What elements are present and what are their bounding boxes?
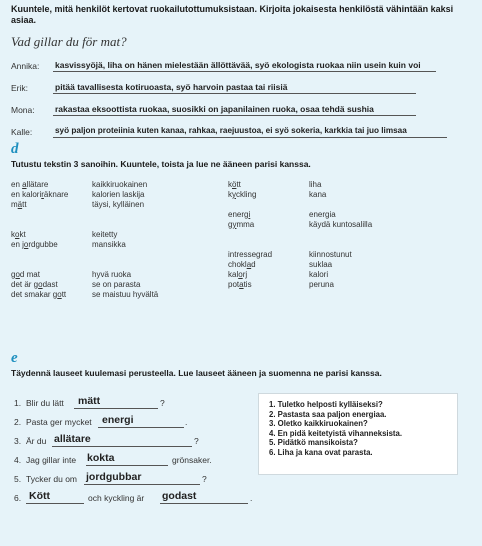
sentence-end: ? [194,436,199,446]
sentence-end: ? [160,398,165,408]
sentence-2 [14,414,194,431]
filled-answer: mätt [78,395,101,407]
sentence-number: 6. [14,493,22,503]
translation-item: 3. Oletko kaikkiruokainen? [269,419,368,428]
question-heading: Vad gillar du för mat? [11,34,127,49]
filled-answer: godast [162,490,197,502]
sentence-6 [14,490,264,507]
answer-blank [160,503,248,504]
person-name: Mona: [11,105,35,115]
sentence-number: 3. [14,436,22,446]
filled-answer: energi [102,414,134,426]
translation-item: 2. Pastasta saa paljon energiaa. [269,409,387,419]
sentence-number: 2. [14,417,22,427]
vocab-finnish-col-2: liha kana energia käydä kuntosalilla kiinnostunut suklaa kalori peruna [309,180,373,289]
sentence-text: Är du [26,436,47,446]
answer-row-erik [11,81,416,95]
sentence-5 [14,471,214,488]
answer-blank [86,465,168,466]
sentence-number: 1. [14,398,22,408]
sentence-number: 4. [14,455,22,465]
sentence-end: . [185,417,188,427]
person-name: Annika: [11,61,40,71]
filled-answer: jordgubbar [86,471,142,483]
answer-blank [52,446,192,447]
answer-blank [84,484,200,485]
vocab-finnish-col-1: kaikkiruokainen kalorien laskija täysi, kylläinen keitetty mansikka hyvä ruoka se on parasta se maistuu hyvältä [92,180,159,299]
sentence-1 [14,395,174,412]
answer-text: syö paljon proteiinia kuten kanaa, rahkaa, raejuustoa, ei syö sokeria, karkkia tai juo limsaa [55,126,407,135]
section-letter-d: d [11,141,19,157]
translation-item: 5. Pidätkö mansikoista? [269,438,358,447]
answer-line [53,137,447,138]
sentence-text: Jag gillar inte [26,455,77,465]
answer-text: kasvissyöjä, liha on hänen mielestään ällöttävää, syö ekologista ruokaa niin usein kuin voi [55,60,421,70]
answer-line [53,115,416,116]
sentence-end: grönsaker. [172,455,212,465]
translation-item: 6. Liha ja kana ovat parasta. [269,447,373,457]
vocab-swedish-col-1: en allätare en kaloriräknare mätt kokt en jordgubbe god mat det är godast det smakar gott [11,180,69,299]
person-name: Erik: [11,83,28,93]
filled-answer: allätare [54,433,91,445]
sentence-end: ? [202,474,207,484]
answer-blank [26,503,84,504]
answer-row-kalle [11,125,447,139]
vocab-swedish-col-2: kött kyckling energi gymma intressegrad choklad kalorj potatis [228,180,273,289]
sentence-text: Tycker du om [26,474,78,484]
translation-box [258,393,458,475]
translation-item: 1. Tuletko helposti kylläiseksi? [269,400,383,409]
section-e-instruction: Täydennä lauseet kuulemasi perusteella. Lue lauseet ääneen ja suomenna ne parisi kanssa. [11,368,382,378]
sentence-text: Blir du lätt [26,398,64,408]
sentence-end: . [250,493,253,503]
sentence-text: Pasta ger mycket [26,417,92,427]
answer-line [53,93,416,94]
answer-blank [74,408,158,409]
filled-answer: kokta [87,452,115,464]
answer-text: pitää tavallisesta kotiruoasta, syö harvoin pastaa tai riisiä [55,82,288,92]
person-name: Kalle: [11,127,33,137]
sentence-text: och kyckling är [88,493,145,503]
listening-instruction: Kuuntele, mitä henkilöt kertovat ruokailutottumuksistaan. Kirjoita jokaisesta henkilöstä vähintään kaksi asiaa. [11,4,454,25]
section-letter-e: e [11,350,18,366]
answer-row-mona [11,103,416,117]
answer-row-annika [11,59,436,73]
sentence-number: 5. [14,474,22,484]
sentence-4 [14,452,214,469]
answer-line [53,71,436,72]
sentence-3 [14,433,204,450]
section-d-instruction: Tutustu tekstin 3 sanoihin. Kuuntele, toista ja lue ne ääneen parisi kanssa. [11,159,311,169]
filled-answer: Kött [29,490,50,502]
answer-blank [98,427,184,428]
answer-text: rakastaa eksoottista ruokaa, suosikki on japanilainen ruoka, osaa tehdä sushia [55,104,374,114]
translation-item: 4. En pidä keitetyistä vihanneksista. [269,428,403,438]
